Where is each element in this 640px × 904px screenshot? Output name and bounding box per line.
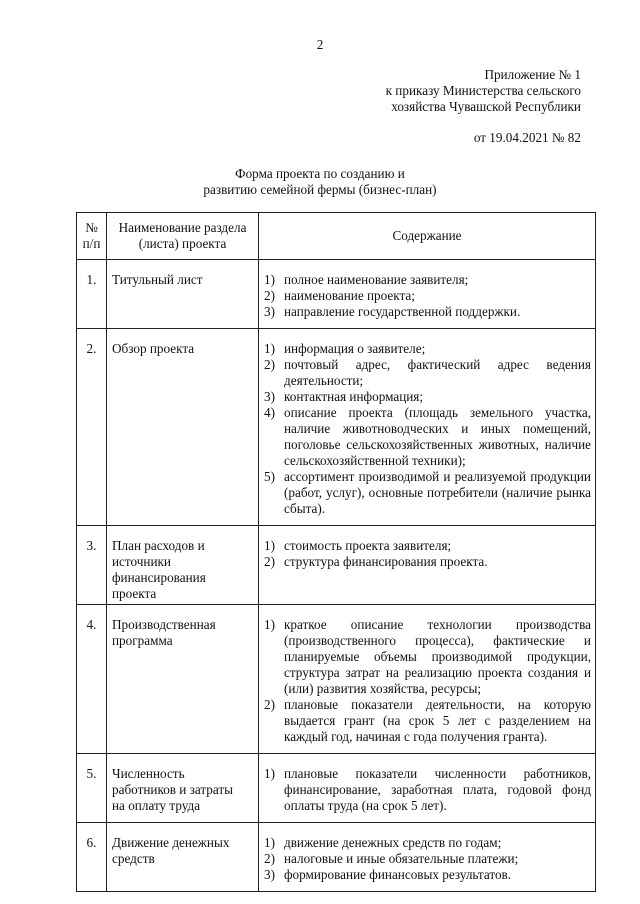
section-content <box>259 260 596 329</box>
list-item <box>264 304 591 320</box>
list-item <box>264 389 591 405</box>
list-marker: 3) <box>264 867 275 882</box>
header-number <box>77 213 107 260</box>
list-item <box>264 851 591 867</box>
list-text: информация о заявителе; <box>284 341 426 356</box>
form-title <box>0 166 640 198</box>
content-list <box>264 617 591 745</box>
list-item <box>264 272 591 288</box>
section-name-line: на оплату труда <box>112 798 201 813</box>
list-item <box>264 766 591 814</box>
header-number-line2: п/п <box>82 236 101 251</box>
list-item <box>264 538 591 554</box>
table-row <box>77 823 596 892</box>
list-marker: 4) <box>264 405 275 420</box>
section-content <box>259 605 596 754</box>
content-list <box>264 766 591 814</box>
list-item <box>264 867 591 883</box>
header-content: Содержание <box>259 213 596 260</box>
row-number: 3. <box>77 526 107 605</box>
table-row <box>77 329 596 526</box>
list-item <box>264 697 591 745</box>
section-name-line: Титульный лист <box>112 272 203 287</box>
list-text: направление государственной поддержки. <box>284 304 521 319</box>
table-header-row <box>77 213 596 260</box>
appendix-line: хозяйства Чувашской Республики <box>391 99 581 114</box>
list-marker: 1) <box>264 835 275 850</box>
list-item <box>264 357 591 389</box>
section-name-line: Движение денежных <box>112 835 230 850</box>
list-item <box>264 405 591 469</box>
section-content <box>259 823 596 892</box>
content-list <box>264 272 591 320</box>
section-content <box>259 754 596 823</box>
table-body <box>77 260 596 892</box>
list-marker: 1) <box>264 766 275 781</box>
row-number: 4. <box>77 605 107 754</box>
list-item <box>264 617 591 697</box>
list-marker: 1) <box>264 341 275 356</box>
list-marker: 3) <box>264 304 275 319</box>
header-number-line1: № <box>85 220 98 235</box>
section-name-line: финансирования <box>112 570 206 585</box>
list-text: полное наименование заявителя; <box>284 272 469 287</box>
section-name <box>107 526 259 605</box>
list-text: плановые показатели деятельности, на которую выдается грант (на срок 5 лет с разделением на каждый год, начиная с года получения гранта). <box>284 697 591 744</box>
section-name <box>107 823 259 892</box>
content-list <box>264 538 591 570</box>
list-text: наименование проекта; <box>284 288 415 303</box>
section-name-line: Производственная <box>112 617 216 632</box>
list-text: плановые показатели численности работников, финансирование, заработная плата, годовой фонд оплаты труда (на срок 5 лет). <box>284 766 591 813</box>
list-item <box>264 341 591 357</box>
list-marker: 1) <box>264 272 275 287</box>
list-text: движение денежных средств по годам; <box>284 835 502 850</box>
list-text: формирование финансовых результатов. <box>284 867 512 882</box>
row-number: 1. <box>77 260 107 329</box>
header-name-line2: (листа) проекта <box>138 236 227 251</box>
content-list <box>264 341 591 517</box>
appendix-line: к приказу Министерства сельского <box>385 83 581 98</box>
list-text: краткое описание технологии производства (производственного процесса), фактические и планируемые объемы производимой продукции, структура затрат на реализацию проекта создания и (или) развития хозяйства, ресурсы; <box>284 617 591 696</box>
list-marker: 2) <box>264 554 275 569</box>
list-text: ассортимент производимой и реализуемой продукции (работ, услуг), основные потребители (наличие рынка сбыта). <box>284 469 591 516</box>
section-name-line: Обзор проекта <box>112 341 195 356</box>
list-marker: 3) <box>264 389 275 404</box>
section-content <box>259 329 596 526</box>
content-list <box>264 835 591 883</box>
table-row <box>77 605 596 754</box>
order-date: от 19.04.2021 № 82 <box>473 130 581 145</box>
section-name-line: работников и затраты <box>112 782 234 797</box>
row-number: 2. <box>77 329 107 526</box>
section-name <box>107 605 259 754</box>
form-title-line: развитию семейной фермы (бизнес-план) <box>203 182 437 197</box>
list-text: налоговые и иные обязательные платежи; <box>284 851 519 866</box>
section-name <box>107 260 259 329</box>
list-marker: 5) <box>264 469 275 484</box>
appendix-line: Приложение № 1 <box>484 67 581 82</box>
list-item <box>264 288 591 304</box>
list-item <box>264 469 591 517</box>
row-number: 5. <box>77 754 107 823</box>
list-marker: 2) <box>264 851 275 866</box>
appendix-header <box>386 67 581 146</box>
table-row <box>77 754 596 823</box>
section-name-line: программа <box>112 633 173 648</box>
list-text: описание проекта (площадь земельного участка, наличие животноводческих и иных помещений, поголовье сельскохозяйственных животных, наличие сельскохозяйственной техники); <box>284 405 591 468</box>
list-text: стоимость проекта заявителя; <box>284 538 452 553</box>
list-item <box>264 835 591 851</box>
table-row <box>77 260 596 329</box>
list-marker: 2) <box>264 357 275 372</box>
form-title-line: Форма проекта по созданию и <box>235 166 405 181</box>
list-marker: 1) <box>264 538 275 553</box>
section-name <box>107 754 259 823</box>
section-name-line: источники <box>112 554 171 569</box>
section-name-line: средств <box>112 851 155 866</box>
section-content <box>259 526 596 605</box>
table-row <box>77 526 596 605</box>
list-item <box>264 554 591 570</box>
list-text: почтовый адрес, фактический адрес ведения деятельности; <box>284 357 591 388</box>
list-text: контактная информация; <box>284 389 424 404</box>
section-name-line: проекта <box>112 586 157 601</box>
page-number: 2 <box>316 37 324 52</box>
business-plan-table <box>76 212 596 892</box>
section-name-line: Численность <box>112 766 185 781</box>
list-marker: 1) <box>264 617 275 632</box>
header-section-name <box>107 213 259 260</box>
section-name <box>107 329 259 526</box>
list-marker: 2) <box>264 288 275 303</box>
header-name-line1: Наименование раздела <box>118 220 247 235</box>
list-text: структура финансирования проекта. <box>284 554 488 569</box>
list-marker: 2) <box>264 697 275 712</box>
section-name-line: План расходов и <box>112 538 205 553</box>
row-number: 6. <box>77 823 107 892</box>
